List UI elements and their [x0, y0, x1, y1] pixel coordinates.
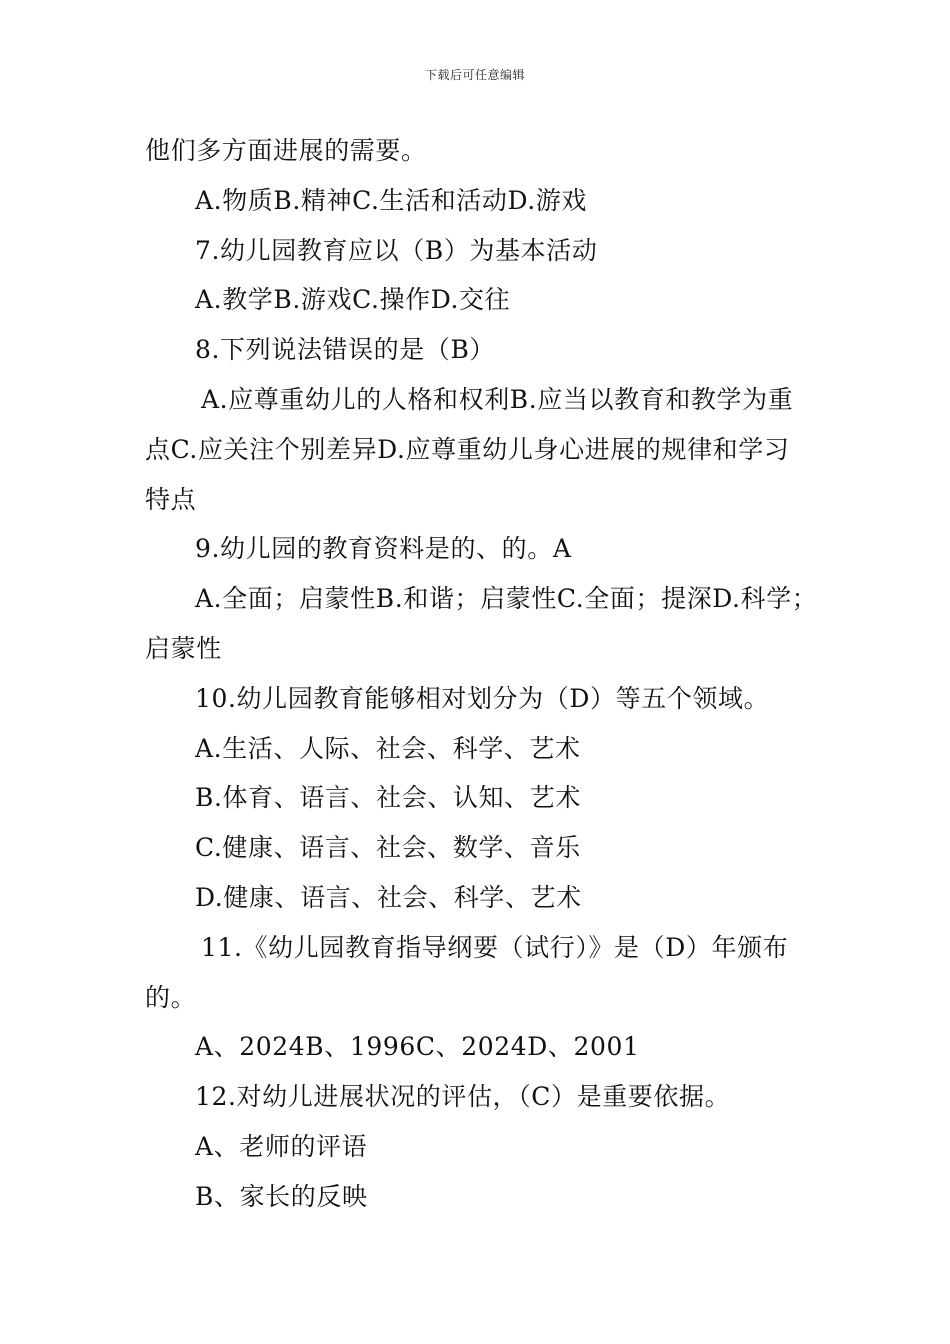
- page-header: 下载后可任意编辑: [424, 68, 525, 82]
- question-7: 7.幼儿园教育应以（B）为基本活动: [195, 235, 598, 265]
- question-8: 8.下列说法错误的是（B）: [195, 335, 496, 365]
- question-11: 11.《幼儿园教育指导纲要（试行）》是（D）年颁布: [201, 932, 789, 962]
- option-c: C.健康、语言、社会、数学、音乐: [195, 833, 581, 863]
- option-line: A、2024B、1996C、2024D、2001: [195, 1032, 640, 1062]
- question-11-continued: 的。: [145, 982, 197, 1012]
- option-line-continued: 点C.应关注个别差异D.应尊重幼儿身心进展的规律和学习: [145, 434, 790, 464]
- option-line: A.物质B.精神C.生活和活动D.游戏: [195, 185, 588, 215]
- option-line-continued: 特点: [145, 484, 197, 514]
- option-b: B.体育、语言、社会、认知、艺术: [195, 783, 581, 813]
- option-d: D.健康、语言、社会、科学、艺术: [195, 882, 582, 912]
- question-9: 9.幼儿园的教育资料是的、的。A: [195, 534, 572, 564]
- option-a: A.生活、人际、社会、科学、艺术: [195, 733, 581, 763]
- text-line: 他们多方面进展的需要。: [145, 136, 427, 165]
- option-line-continued: 启蒙性: [145, 633, 222, 663]
- question-12: 12.对幼儿进展状况的评估，（C）是重要依据。: [195, 1082, 731, 1112]
- question-10: 10.幼儿园教育能够相对划分为（D）等五个领域。: [195, 683, 770, 713]
- option-b: B、家长的反映: [195, 1181, 368, 1211]
- document-body: [145, 126, 818, 1222]
- option-line: A.应尊重幼儿的人格和权利B.应当以教育和教学为重: [201, 384, 794, 414]
- option-line: A.教学B.游戏C.操作D.交往: [195, 285, 511, 315]
- option-a: A、老师的评语: [195, 1131, 368, 1161]
- option-line: A.全面；启蒙性B.和谐；启蒙性C.全面；提深D.科学；: [195, 584, 818, 614]
